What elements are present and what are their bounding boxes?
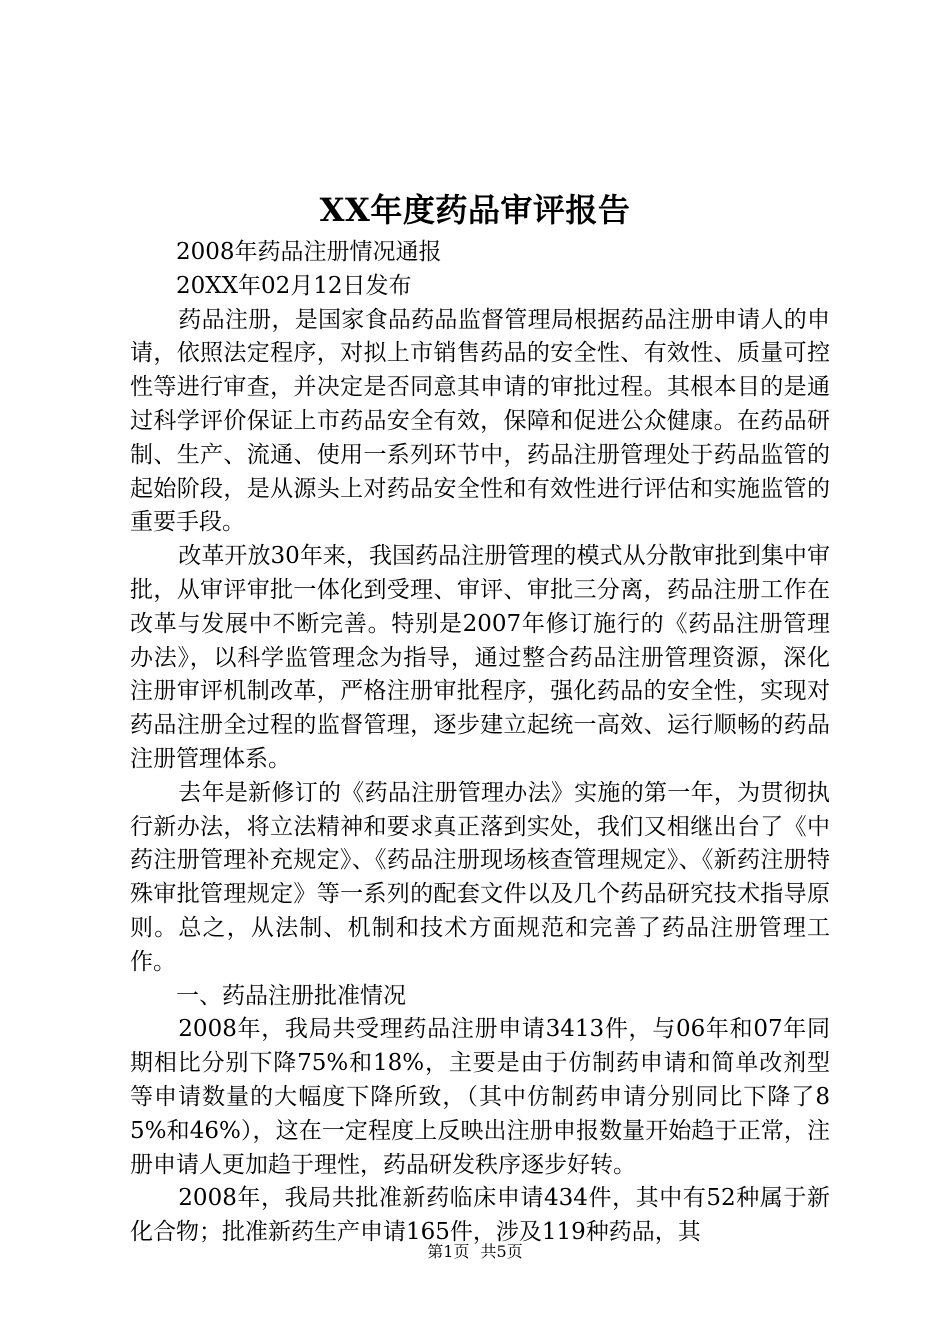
document-title: XX年度药品审评报告 (319, 191, 631, 229)
page-total: 共5页 (480, 1242, 523, 1261)
notice-heading: 2008年药品注册情况通报 (176, 239, 442, 265)
paragraph-approvals: 2008年，我局共批准新药临床申请434件，其中有52种属于新化合物；批准新药生产申请165件，涉及119种药品，其 (130, 1185, 830, 1246)
publish-date: 20XX年02月12日发布 (176, 272, 412, 299)
paragraph-applications: 2008年，我局共受理药品注册申请3413件，与06年和07年同期相比分别下降75%和18%，主要是由于仿制药申请和简单改剂型等申请数量的大幅度下降所致，（其中仿制药申请分别同比下降了85%和46%），这在一定程度上反映出注册申报数量开始趋于正常，注册申请人更加趋于理性，药品研发秩序逐步好转。 (130, 1016, 830, 1178)
page-footer (0, 1240, 950, 1264)
paragraph-last-year: 去年是新修订的《药品注册管理办法》实施的第一年，为贯彻执行新办法，将立法精神和要求真正落到实处，我们又相继出台了《中药注册管理补充规定》、《药品注册现场核查管理规定》、《新药注册特殊审批管理规定》等一系列的配套文件以及几个药品研究技术指导原则。总之，从法制、机制和技术方面规范和完善了药品注册管理工作。 (130, 779, 830, 975)
document-body (130, 236, 830, 1250)
section-heading: 一、药品注册批准情况 (176, 982, 406, 1009)
paragraph-reform: 改革开放30年来，我国药品注册管理的模式从分散审批到集中审批，从审评审批一体化到受理、审评、审批三分离，药品注册工作在改革与发展中不断完善。特别是2007年修订施行的《药品注册管理办法》，以科学监管理念为指导，通过整合药品注册管理资源，深化注册审评机制改革，严格注册审批程序，强化药品的安全性，实现对药品注册全过程的监督管理，逐步建立起统一高效、运行顺畅的药品注册管理体系。 (130, 543, 830, 772)
page-number: 第1页 (427, 1242, 470, 1261)
paragraph-intro: 药品注册，是国家食品药品监督管理局根据药品注册申请人的申请，依照法定程序，对拟上市销售药品的安全性、有效性、质量可控性等进行审查，并决定是否同意其申请的审批过程。其根本目的是通过科学评价保证上市药品安全有效，保障和促进公众健康。在药品研制、生产、流通、使用一系列环节中，药品注册管理处于药品监管的起始阶段，是从源头上对药品安全性和有效性进行评估和实施监管的重要手段。 (130, 306, 830, 536)
